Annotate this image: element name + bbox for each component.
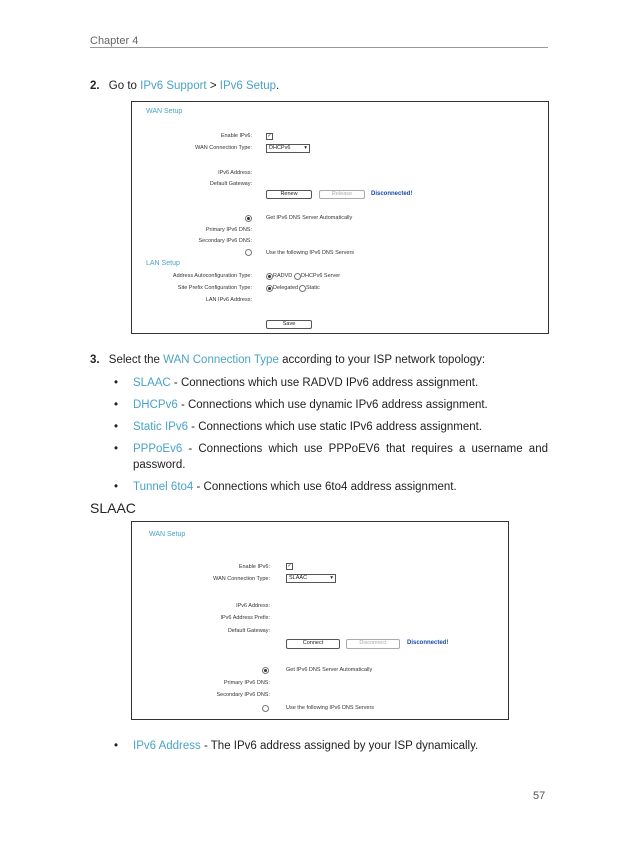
header-divider (90, 47, 548, 48)
delegated-radio[interactable] (266, 285, 273, 292)
static-ipv6-desc: - Connections which use static IPv6 address assignment. (191, 421, 483, 433)
bullet-pppoev6 (114, 443, 548, 473)
chevron-down-icon: ▾ (330, 575, 333, 581)
dhcpv6-server-label: DHCPv6 Server (301, 273, 341, 279)
slaac-heading: SLAAC (90, 500, 136, 516)
tunnel-6to4-term[interactable]: Tunnel 6to4 (133, 481, 194, 493)
step-text: Select the (108, 354, 160, 366)
static-prefix-label: Static (306, 285, 320, 291)
enable-ipv6-checkbox[interactable]: ✓ (267, 133, 272, 139)
address-autoconfiguration-label: Address Autoconfiguration Type: (172, 273, 252, 279)
dns-manual-radio[interactable] (262, 705, 269, 712)
bullet-dot: • (114, 740, 119, 752)
pppoev6-desc-continued: password. (133, 459, 186, 471)
step-text-end: according to your ISP network topology: (282, 354, 486, 366)
dhcpv6-term[interactable]: DHCPv6 (133, 399, 178, 411)
delegated-label: Delegated (273, 285, 299, 291)
dhcpv6-desc: - Connections which use dynamic IPv6 address assignment. (180, 399, 488, 411)
dhcpv6-server-radio[interactable] (294, 273, 301, 280)
dns-manual-label: Use the following IPv6 DNS Servers (286, 705, 375, 711)
primary-dns-label: Primary IPv6 DNS: (223, 680, 270, 686)
release-button[interactable]: Release (319, 190, 365, 199)
breadcrumb-separator: > (209, 80, 217, 92)
ipv6-setup-link[interactable]: IPv6 Setup (219, 80, 277, 92)
lan-setup-title: LAN Setup (146, 260, 180, 267)
tunnel-6to4-desc: - Connections which use 6to4 address assignment. (196, 481, 457, 493)
enable-ipv6-checkbox[interactable]: ✓ (287, 563, 292, 569)
wan-connection-type-label: WAN Connection Type: (195, 145, 252, 151)
renew-button[interactable]: Renew (266, 190, 312, 199)
bullet-dot: • (114, 481, 119, 493)
site-prefix-configuration-label: Site Prefix Configuration Type: (177, 285, 252, 291)
wan-connection-type-select[interactable] (286, 574, 336, 583)
dns-manual-radio[interactable] (245, 249, 252, 256)
enable-ipv6-label: Enable IPv6: (238, 564, 270, 570)
step-2 (90, 80, 279, 92)
secondary-dns-label: Secondary IPv6 DNS: (198, 238, 252, 244)
connect-button[interactable]: Connect (286, 639, 340, 649)
wan-connection-type-value: DHCPv6 (269, 145, 291, 151)
bullet-text (133, 421, 482, 433)
bullet-text (133, 481, 457, 493)
bullet-dot: • (114, 377, 119, 389)
bullet-slaac (114, 377, 548, 391)
slaac-desc: - Connections which use RADVD IPv6 address assignment. (173, 377, 479, 389)
chevron-down-icon: ▾ (304, 145, 307, 151)
secondary-dns-label: Secondary IPv6 DNS: (216, 692, 270, 698)
disconnect-button[interactable]: Disconnect (346, 639, 400, 649)
step-number: 2. (90, 80, 100, 92)
dns-auto-radio[interactable] (245, 215, 252, 222)
ipv6-address-prefix-label: IPv6 Address Prefix: (220, 615, 270, 621)
dns-auto-label: Get IPv6 DNS Server Automatically (286, 667, 373, 673)
bullet-static-ipv6 (114, 421, 548, 435)
dns-auto-label: Get IPv6 DNS Server Automatically (266, 215, 353, 221)
bullet-text (133, 740, 478, 752)
bullet-tunnel-6to4 (114, 481, 548, 495)
ipv6-setup-screenshot (131, 101, 549, 334)
bullet-ipv6-address (114, 740, 548, 754)
bullet-text (133, 399, 488, 411)
ipv6-address-term[interactable]: IPv6 Address (133, 740, 201, 752)
wan-connection-type-link[interactable]: WAN Connection Type (163, 354, 279, 366)
static-ipv6-term[interactable]: Static IPv6 (133, 421, 188, 433)
save-button[interactable]: Save (266, 320, 312, 329)
static-prefix-radio[interactable] (299, 285, 306, 292)
default-gateway-label: Default Gateway: (227, 628, 270, 634)
step-text: Go to (108, 80, 137, 92)
wan-setup-title: WAN Setup (149, 531, 186, 538)
step-3 (90, 354, 485, 366)
step-end: . (276, 80, 280, 92)
ipv6-address-label: IPv6 Address: (236, 603, 270, 609)
wan-connection-type-label: WAN Connection Type: (213, 576, 270, 582)
bullet-dot: • (114, 443, 119, 455)
dns-auto-radio[interactable] (262, 667, 269, 674)
wan-setup-title: WAN Setup (146, 108, 183, 115)
ipv6-address-label: IPv6 Address: (218, 170, 252, 176)
pppoev6-term[interactable]: PPPoEv6 (133, 443, 183, 455)
bullet-dhcpv6 (114, 399, 548, 413)
dns-manual-label: Use the following IPv6 DNS Servers (266, 250, 355, 256)
wan-connection-type-value: SLAAC (289, 575, 308, 581)
default-gateway-label: Default Gateway: (209, 181, 252, 187)
connection-status: Disconnected! (371, 191, 413, 197)
slaac-screenshot (131, 521, 509, 720)
ipv6-support-link[interactable]: IPv6 Support (140, 80, 207, 92)
radvd-label: RADVD (273, 273, 293, 279)
bullet-dot: • (114, 421, 119, 433)
ipv6-address-desc: - The IPv6 address assigned by your ISP dynamically. (203, 740, 479, 752)
wan-connection-type-select[interactable] (266, 144, 310, 153)
pppoev6-desc: - Connections which use PPPoEV6 that requires a username and (188, 443, 548, 455)
radvd-radio[interactable] (266, 273, 273, 280)
primary-dns-label: Primary IPv6 DNS: (205, 227, 252, 233)
bullet-text (133, 377, 478, 389)
enable-ipv6-label: Enable IPv6: (220, 133, 252, 139)
bullet-dot: • (114, 399, 119, 411)
page-number: 57 (533, 790, 546, 802)
step-number: 3. (90, 354, 100, 366)
chapter-label: Chapter 4 (90, 35, 139, 47)
slaac-term[interactable]: SLAAC (133, 377, 171, 389)
bullet-text (133, 443, 548, 455)
connection-status: Disconnected! (407, 640, 449, 646)
lan-ipv6-address-label: LAN IPv6 Address: (205, 297, 252, 303)
